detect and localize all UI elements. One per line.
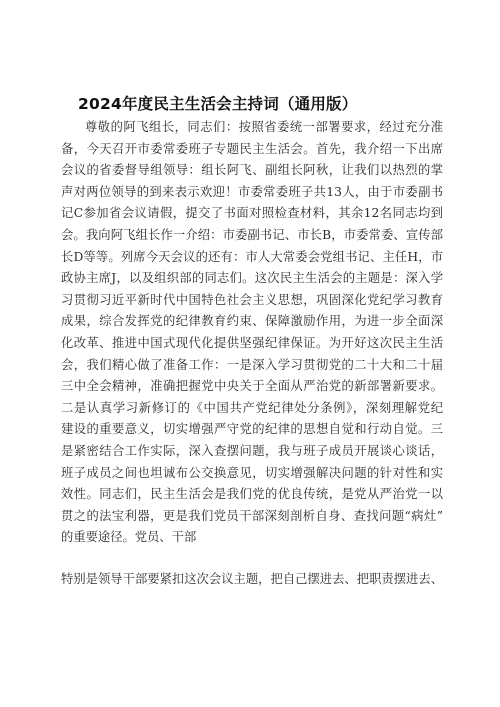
- body-line: 记C参加省会议请假，提交了书面对照检查材料，其余12名同志均到: [61, 206, 443, 221]
- body-line: 长D等等。列席今天会议的还有：市人大常委会党组书记、主任H，市: [61, 249, 443, 264]
- body-line: 成果，综合发挥党的纪律教育约束、保障激励作用，为进一步全面深: [61, 314, 443, 329]
- body-line: 的重要途径。党员、干部: [61, 530, 197, 545]
- body-line: 会。我向阿飞组长作一介绍：市委副书记、市长B，市委常委、宣传部: [61, 227, 443, 242]
- body-line: 二是认真学习新修订的《中国共产党纪律处分条例》，深刻理解党纪: [61, 400, 443, 415]
- body-line: 三中全会精神，准确把握党中央关于全面从严治党的新部署新要求。: [61, 379, 443, 394]
- body-line: 习贯彻习近平新时代中国特色社会主义思想，巩固深化党纪学习教育: [61, 292, 443, 307]
- body-line: 班子成员之间也坦诚布公交换意见，切实增强解决问题的针对性和实: [61, 465, 443, 480]
- document-continuation: [61, 569, 443, 591]
- body-line: 备，今天召开市委常委班子专题民主生活会。首先，我介绍一下出席: [61, 141, 443, 156]
- body-line: 政协主席J，以及组织部的同志们。这次民主生活会的主题是：深入学: [61, 271, 443, 286]
- body-line: 化改革、推进中国式现代化提供坚强纪律保证。为开好这次民主生活: [61, 335, 443, 350]
- body-line: 贯之的法宝利器，更是我们党员干部深刻剖析自身、查找问题“病灶”: [61, 508, 443, 523]
- body-line: 会，我们精心做了准备工作：一是深入学习贯彻党的二十大和二十届: [61, 357, 443, 372]
- body-line: 尊敬的阿飞组长，同志们：按照省委统一部署要求，经过充分准: [85, 120, 443, 134]
- document-title: 2024年度民主生活会主持词（通用版）: [78, 95, 358, 113]
- document-body: [61, 117, 443, 549]
- body-line: 效性。同志们，民主生活会是我们党的优良传统，是党从严治党一以: [61, 487, 443, 502]
- body-line: 是紧密结合工作实际，深入查摆问题，我与班子成员开展谈心谈话，: [61, 443, 443, 458]
- body-line: 声对两位领导的到来表示欢迎！市委常委班子共13人，由于市委副书: [61, 184, 443, 199]
- body-line: 会议的省委督导组领导：组长阿飞、副组长阿秋，让我们以热烈的掌: [61, 163, 443, 178]
- body-line: 特别是领导干部要紧扣这次会议主题，把自己摆进去、把职责摆进去、: [61, 572, 443, 586]
- body-line: 建设的重要意义，切实增强严守党的纪律的思想自觉和行动自觉。三: [61, 422, 443, 437]
